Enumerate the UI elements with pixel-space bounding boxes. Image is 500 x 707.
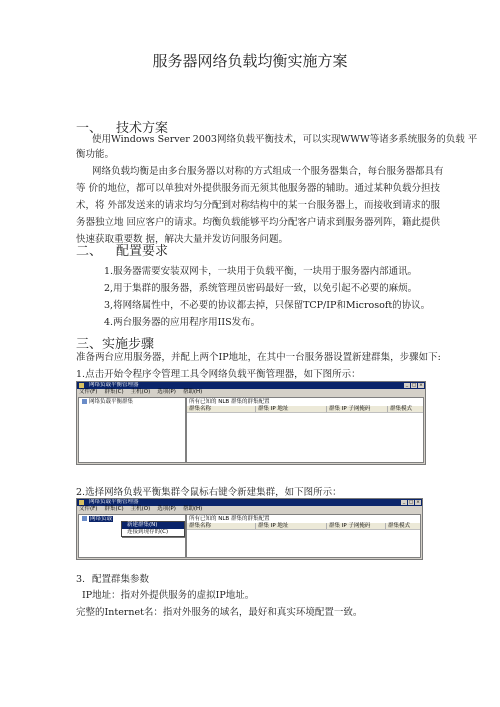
- context-menu-connect-existing[interactable]: 连接到现存的(C): [127, 529, 169, 535]
- column-cluster-mode[interactable]: 群集模式: [390, 406, 413, 412]
- ip-address-note: IP地址：指对外提供服务的虚拟IP地址。: [82, 590, 255, 601]
- title-bar: [77, 499, 422, 506]
- context-menu: [121, 521, 185, 537]
- details-pane: [186, 514, 421, 558]
- column-cluster-name[interactable]: 群集名称: [187, 523, 256, 529]
- menu-host[interactable]: 主机(O): [130, 389, 151, 395]
- title-bar: [77, 382, 425, 389]
- menu-host[interactable]: 主机(O): [130, 506, 151, 512]
- column-cluster-mode[interactable]: 群集模式: [388, 523, 411, 529]
- maximize-icon[interactable]: □: [408, 500, 414, 505]
- menu-help[interactable]: 帮助(H): [182, 506, 203, 512]
- column-subnet-mask[interactable]: 群集 IP 子网掩码: [327, 406, 388, 412]
- column-header-row: [187, 523, 420, 530]
- details-pane: [186, 397, 424, 463]
- requirement-item: 2,用于集群的服务器，系统管理员密码最好一致，以免引起不必要的麻烦。: [104, 283, 418, 294]
- paragraph-2-line-5: 快速获取重要数 据，解决大量并发访问服务问题。: [76, 234, 289, 245]
- app-icon: [79, 500, 84, 505]
- column-subnet-mask[interactable]: 群集 IP 子网掩码: [327, 523, 386, 529]
- column-cluster-ip[interactable]: 群集 IP 地址: [256, 406, 327, 412]
- step-1-text: 1.点击开始令程序令管理工具令网络负载平衡管理器，如下图所示：: [76, 369, 361, 380]
- section-1-title: 技术方案: [116, 121, 169, 136]
- paragraph-2-line-4: 务器独立地 回应客户的请求。均衡负载能够平均分配客户请求到服务器列阵，籍此提供: [76, 217, 441, 228]
- step-3-number: 3.: [76, 574, 86, 585]
- app-icon: [79, 383, 84, 388]
- maximize-icon[interactable]: □: [411, 383, 417, 388]
- menu-help[interactable]: 帮助(H): [182, 389, 203, 395]
- step-2-text: 2.选择网络负载平衡集群令鼠标右键令新建集群，如下图所示：: [76, 487, 342, 498]
- section-2-title: 配置要求: [116, 244, 169, 259]
- section-3-title: 三、实施步骤: [76, 337, 155, 352]
- paragraph-2-line-1: 网络负载均衡是由多台服务器以对称的方式组成一个服务器集合，每台服务器都具有: [92, 166, 444, 177]
- step-3-title: 配置群集参数: [92, 574, 150, 585]
- column-cluster-name[interactable]: 群集名称: [187, 406, 256, 412]
- tree-node-icon: [82, 516, 87, 521]
- minimize-icon[interactable]: _: [405, 383, 409, 388]
- close-icon[interactable]: ×: [416, 500, 420, 505]
- menu-bar: [77, 506, 422, 513]
- paragraph-2-line-3: 术，将 外部发送来的请求均匀分配到对称结构中的某一台服务器上，而接收到请求的服: [76, 200, 441, 211]
- requirement-item: 3,将网络属性中，不必要的协议都去掉，只保留TCP/IP和Microsoft的协议。: [104, 300, 431, 311]
- tree-item-nlb-clusters[interactable]: 网络负载: [82, 516, 113, 522]
- menu-cluster[interactable]: 群集(C): [104, 389, 124, 395]
- menu-cluster[interactable]: 群集(C): [104, 506, 124, 512]
- section-1-number: 一、: [76, 121, 103, 136]
- tree-item-nlb-clusters[interactable]: 网络负载平衡群集: [82, 399, 133, 405]
- nlb-manager-window-1: [76, 381, 426, 465]
- requirement-item: 4.两台服务器的应用程序用IIS发布。: [104, 317, 261, 328]
- menu-bar: [77, 389, 425, 396]
- column-header-row: [187, 406, 423, 413]
- menu-file[interactable]: 文件(F): [79, 389, 98, 395]
- window-title: 网络负载平衡管理器: [89, 382, 139, 388]
- requirement-item: 1.服务器需要安装双网卡，一块用于负载平衡，一块用于服务器内部通讯。: [104, 266, 418, 277]
- close-icon[interactable]: ×: [419, 383, 423, 388]
- section-2-number: 二、: [76, 244, 103, 259]
- nlb-manager-window-2: [76, 498, 423, 560]
- document-title: 服务器网络负载均衡实施方案: [152, 52, 348, 70]
- paragraph-2-line-2: 等 价的地位，都可以单独对外提供服务而无须其他服务器的辅助。通过某种负载分担技: [76, 183, 441, 194]
- tree-node-icon: [82, 399, 87, 404]
- steps-intro: 准备两台应用服务器，并配上两个IP地址，在其中一台服务器设置新建群集，步骤如下:: [76, 352, 441, 363]
- column-cluster-ip[interactable]: 群集 IP 地址: [256, 523, 327, 529]
- minimize-icon[interactable]: _: [402, 500, 406, 505]
- menu-file[interactable]: 文件(F): [79, 506, 98, 512]
- menu-options[interactable]: 选项(P): [157, 506, 176, 512]
- paragraph-1-line-1: 使用Windows Server 2003网络负载平衡技术，可以实现WWW等诸多系统服务的负载 平: [92, 134, 478, 145]
- internet-name-note: 完整的Internet名：指对外服务的域名，最好和真实环境配置一致。: [76, 607, 363, 618]
- paragraph-1-line-2: 衡功能。: [76, 149, 115, 160]
- menu-options[interactable]: 选项(P): [157, 389, 176, 395]
- tree-pane: [78, 397, 186, 463]
- pane-title: 所有已知的 NLB 群集的群集配置: [189, 399, 270, 405]
- context-menu-new-cluster[interactable]: 新建群集(N): [122, 522, 184, 529]
- pane-title: 所有已知的 NLB 群集的群集配置: [189, 516, 270, 522]
- window-title: 网络负载平衡管理器: [89, 499, 139, 505]
